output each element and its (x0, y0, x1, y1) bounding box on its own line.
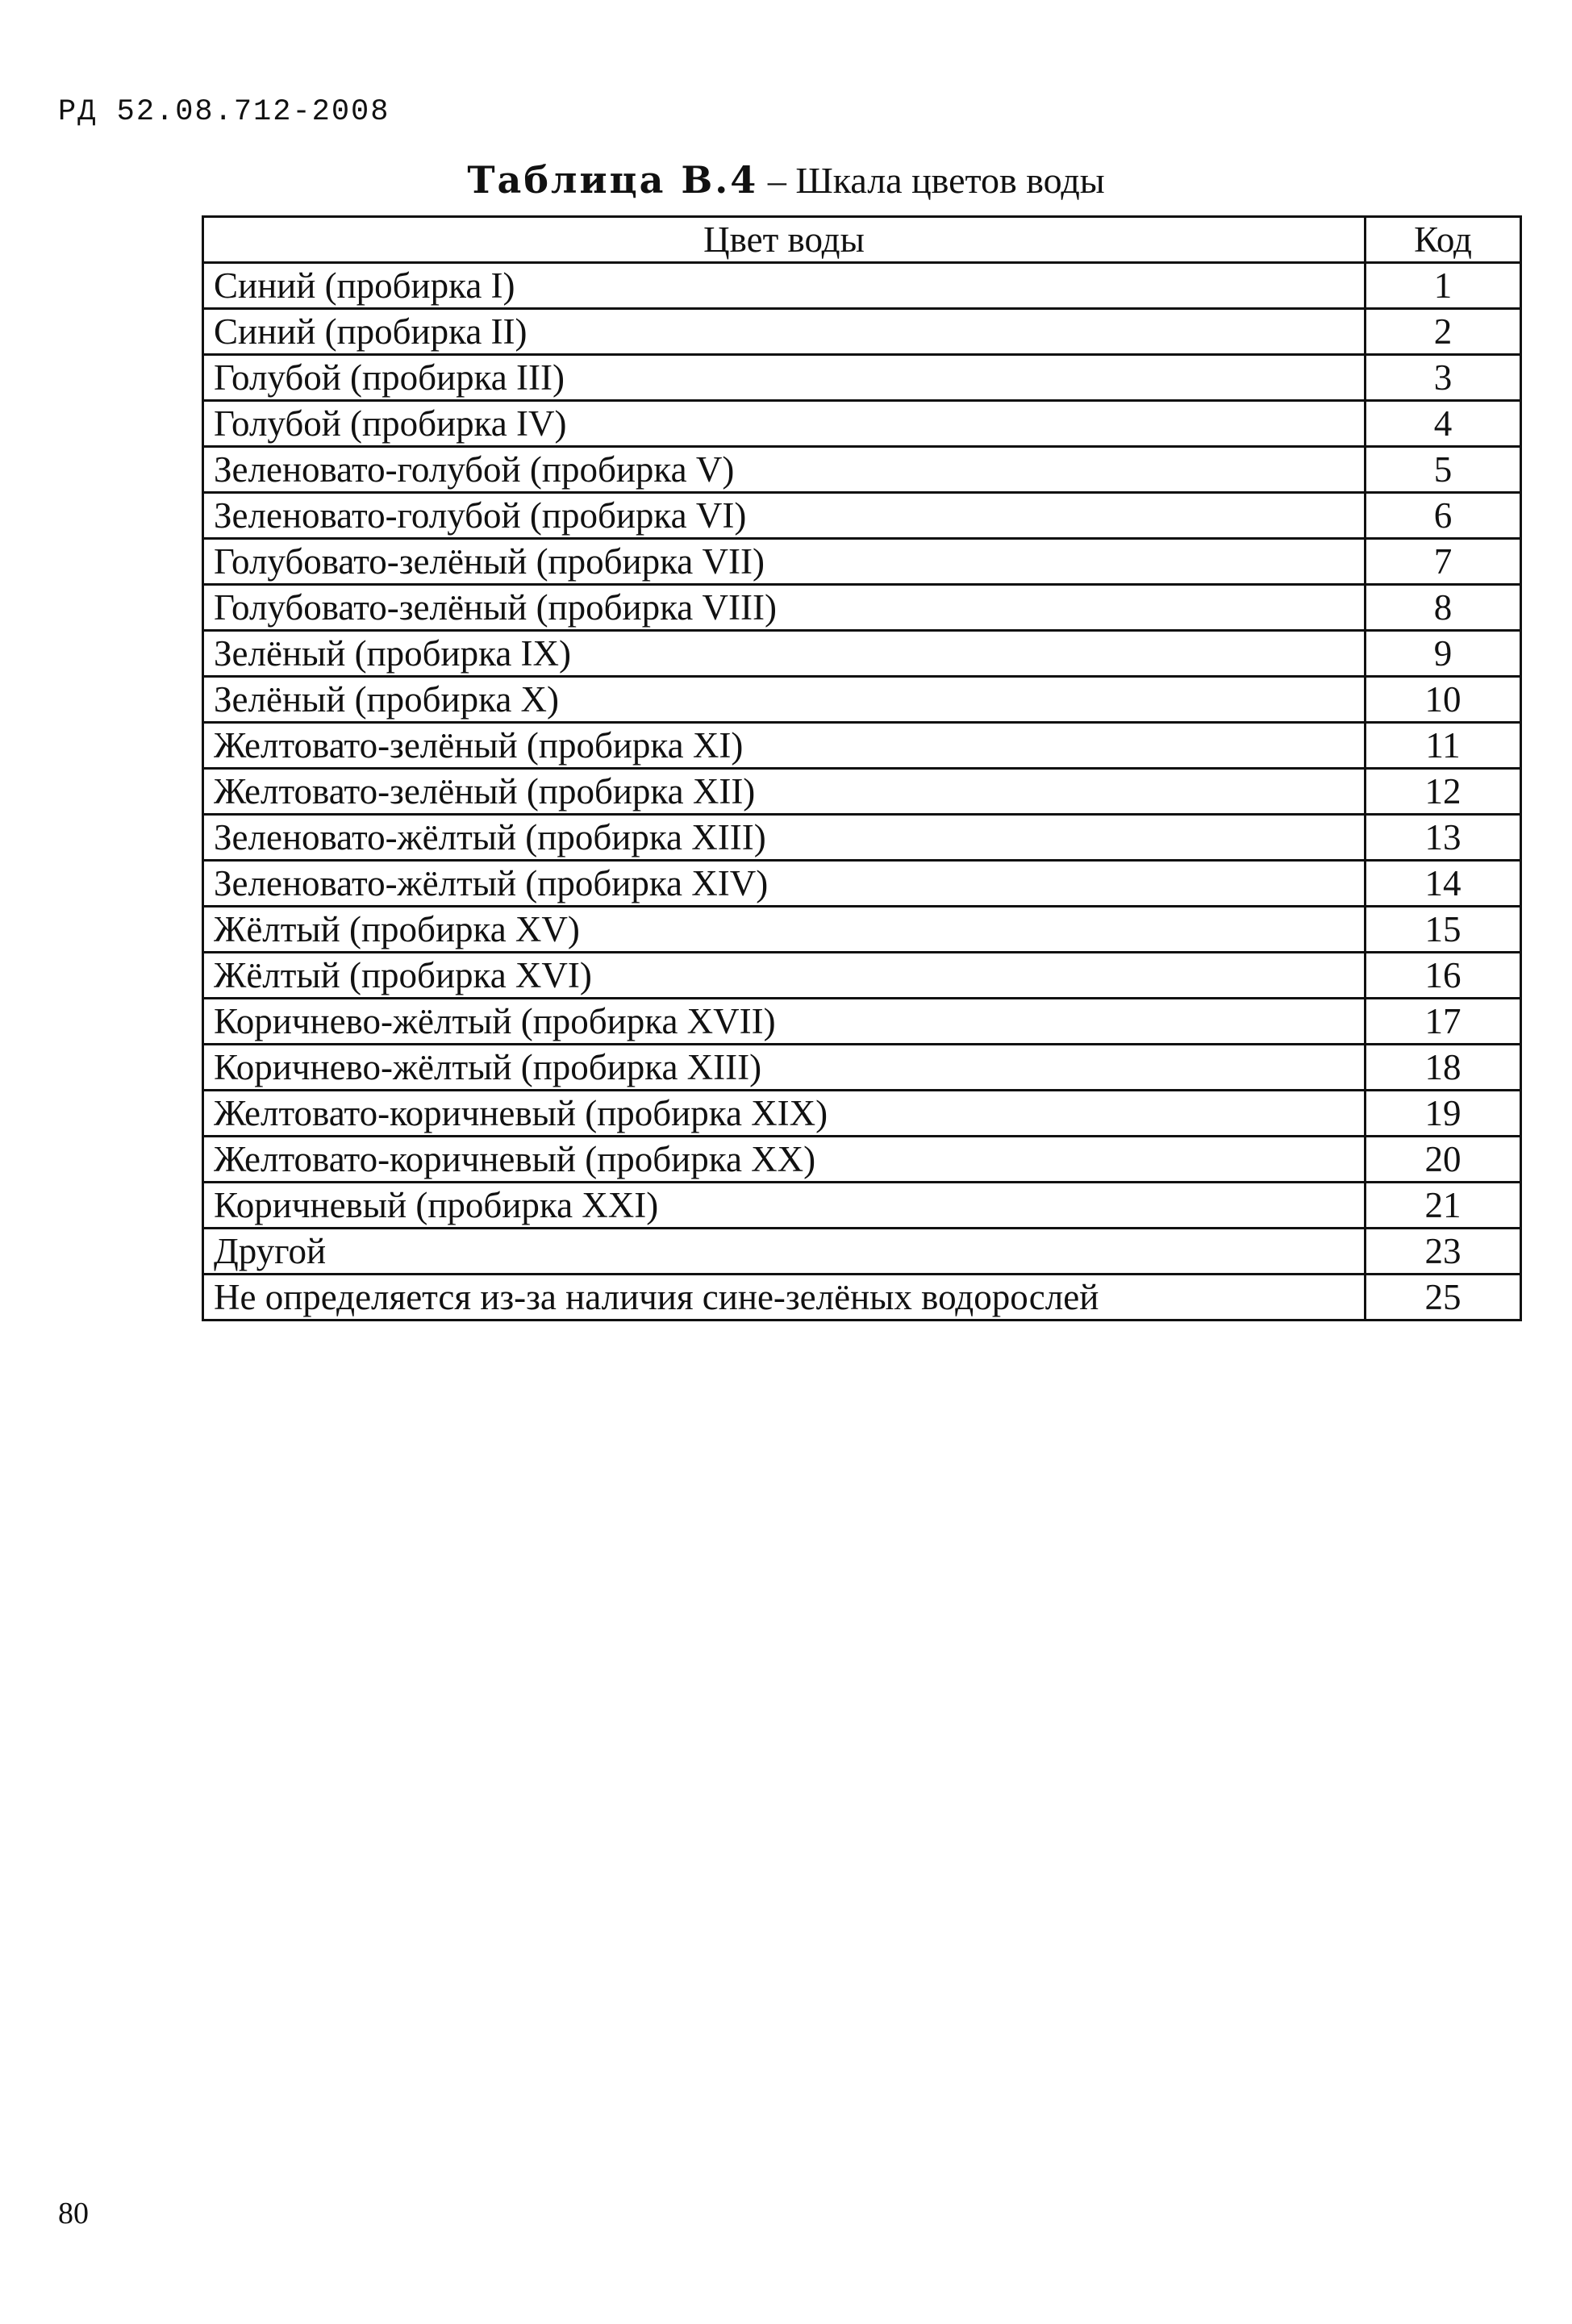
color-name-cell: Жёлтый (пробирка XVI) (203, 953, 1366, 999)
color-name-cell: Коричнево-жёлтый (пробирка XIII) (203, 1045, 1366, 1091)
color-name-cell: Желтовато-зелёный (пробирка XI) (203, 723, 1366, 769)
document-code: РД 52.08.712-2008 (58, 95, 390, 129)
table-row (203, 815, 1521, 861)
color-code-cell: 5 (1366, 447, 1521, 493)
color-name-cell: Другой (203, 1229, 1366, 1275)
color-code-cell: 15 (1366, 907, 1521, 953)
table-caption-title: Шкала цветов воды (795, 160, 1105, 201)
table-row (203, 953, 1521, 999)
color-code-cell: 21 (1366, 1183, 1521, 1229)
table-row (203, 355, 1521, 401)
color-name-cell: Желтовато-коричневый (пробирка XIX) (203, 1091, 1366, 1137)
color-code-cell: 23 (1366, 1229, 1521, 1275)
color-code-cell: 25 (1366, 1275, 1521, 1321)
color-code-cell: 11 (1366, 723, 1521, 769)
table-row (203, 907, 1521, 953)
color-code-cell: 16 (1366, 953, 1521, 999)
color-code-cell: 13 (1366, 815, 1521, 861)
table-row (203, 447, 1521, 493)
table-row (203, 401, 1521, 447)
color-name-cell: Синий (пробирка I) (203, 263, 1366, 309)
color-code-cell: 6 (1366, 493, 1521, 539)
table-caption-label: Таблица В.4 (467, 158, 759, 202)
color-code-cell: 3 (1366, 355, 1521, 401)
color-code-cell: 17 (1366, 999, 1521, 1045)
table-caption (0, 158, 1572, 202)
color-code-cell: 7 (1366, 539, 1521, 585)
color-name-cell: Желтовато-зелёный (пробирка XII) (203, 769, 1366, 815)
table-row (203, 1137, 1521, 1183)
table-row (203, 631, 1521, 677)
table-caption-separator: – (767, 160, 786, 201)
column-header-color: Цвет воды (203, 217, 1366, 263)
color-code-cell: 10 (1366, 677, 1521, 723)
table-row (203, 999, 1521, 1045)
table-row (203, 1091, 1521, 1137)
color-code-cell: 20 (1366, 1137, 1521, 1183)
color-code-cell: 9 (1366, 631, 1521, 677)
color-name-cell: Коричнево-жёлтый (пробирка XVII) (203, 999, 1366, 1045)
table-row (203, 1045, 1521, 1091)
color-code-cell: 19 (1366, 1091, 1521, 1137)
table-body (203, 263, 1521, 1321)
table-row (203, 861, 1521, 907)
table-row (203, 263, 1521, 309)
table-header-row (203, 217, 1521, 263)
color-name-cell: Зелёный (пробирка X) (203, 677, 1366, 723)
color-name-cell: Зеленовато-голубой (пробирка V) (203, 447, 1366, 493)
table-row (203, 1275, 1521, 1321)
color-name-cell: Зеленовато-жёлтый (пробирка XIV) (203, 861, 1366, 907)
table-row (203, 309, 1521, 355)
table-row (203, 1183, 1521, 1229)
color-name-cell: Голубовато-зелёный (пробирка VIII) (203, 585, 1366, 631)
color-name-cell: Желтовато-коричневый (пробирка XX) (203, 1137, 1366, 1183)
water-color-table (202, 215, 1522, 1321)
color-code-cell: 4 (1366, 401, 1521, 447)
table-row (203, 723, 1521, 769)
color-code-cell: 1 (1366, 263, 1521, 309)
color-code-cell: 2 (1366, 309, 1521, 355)
color-name-cell: Синий (пробирка II) (203, 309, 1366, 355)
color-name-cell: Не определяется из-за наличия сине-зелёных водорослей (203, 1275, 1366, 1321)
column-header-code: Код (1366, 217, 1521, 263)
table-row (203, 1229, 1521, 1275)
color-name-cell: Зеленовато-голубой (пробирка VI) (203, 493, 1366, 539)
table-row (203, 677, 1521, 723)
table-row (203, 769, 1521, 815)
color-name-cell: Голубовато-зелёный (пробирка VII) (203, 539, 1366, 585)
table-row (203, 539, 1521, 585)
table-row (203, 493, 1521, 539)
color-code-cell: 14 (1366, 861, 1521, 907)
color-code-cell: 12 (1366, 769, 1521, 815)
color-name-cell: Зелёный (пробирка IX) (203, 631, 1366, 677)
table-row (203, 585, 1521, 631)
page-number: 80 (58, 2197, 89, 2230)
color-name-cell: Зеленовато-жёлтый (пробирка XIII) (203, 815, 1366, 861)
color-code-cell: 18 (1366, 1045, 1521, 1091)
color-name-cell: Коричневый (пробирка XXI) (203, 1183, 1366, 1229)
color-name-cell: Голубой (пробирка III) (203, 355, 1366, 401)
color-name-cell: Голубой (пробирка IV) (203, 401, 1366, 447)
color-name-cell: Жёлтый (пробирка XV) (203, 907, 1366, 953)
color-code-cell: 8 (1366, 585, 1521, 631)
